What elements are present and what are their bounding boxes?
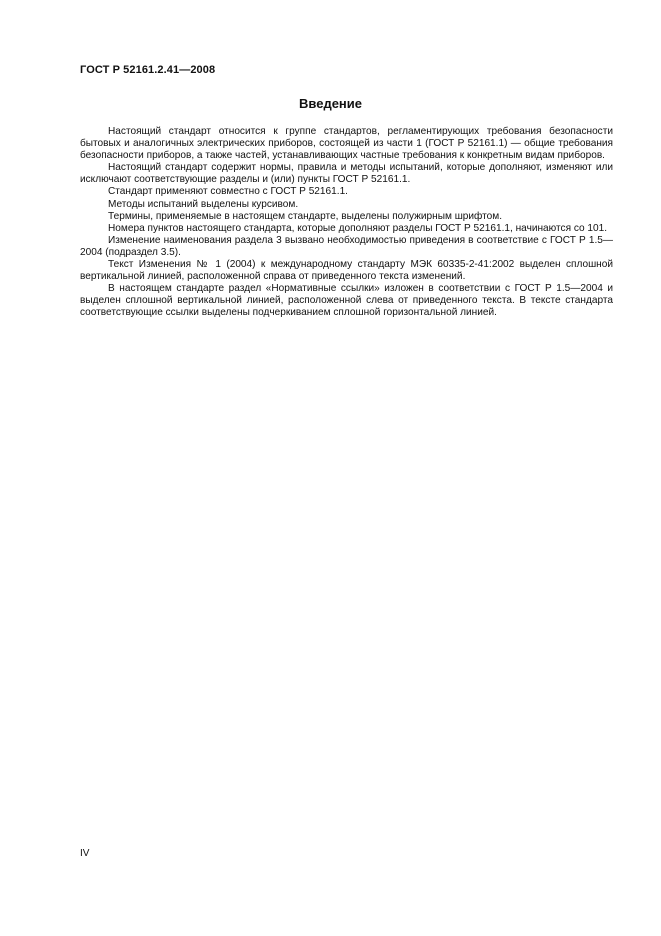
document-body	[80, 126, 613, 320]
document-header: ГОСТ Р 52161.2.41—2008	[80, 64, 216, 76]
paragraph: Термины, применяемые в настоящем стандарте, выделены полужирным шрифтом.	[108, 210, 502, 222]
page-number: IV	[80, 848, 90, 859]
paragraph: Текст Изменения № 1 (2004) к международному стандарту МЭК 60335-2-41:2002 выделен сплошной вертикальной линией, расположенной справа от приведенного текста изменений.	[80, 259, 613, 283]
paragraph: В настоящем стандарте раздел «Нормативные ссылки» изложен в соответствии с ГОСТ Р 1.5—2004 и выделен сплошной вертикальной линией, расположенной слева от приведенного текста. В тексте стандарта соответствующие ссылки выделены подчеркиванием сплошной горизонтальной линией.	[80, 283, 613, 319]
paragraph: Номера пунктов настоящего стандарта, которые дополняют разделы ГОСТ Р 52161.1, начинаются со 101.	[108, 222, 608, 234]
paragraph: Настоящий стандарт относится к группе стандартов, регламентирующих требования безопасности бытовых и аналогичных электрических приборов, состоящей из части 1 (ГОСТ Р 52161.1) — общие требования безопасности приборов, а также частей, устанавливающих частные требования к конкретным видам приборов.	[80, 126, 613, 162]
section-title: Введение	[299, 96, 362, 111]
paragraph: Методы испытаний выделены курсивом.	[108, 198, 299, 210]
paragraph: Изменение наименования раздела 3 вызвано необходимостью приведения в соответствие с ГОСТ Р 1.5—2004 (подраздел 3.5).	[80, 234, 613, 258]
paragraph: Настоящий стандарт содержит нормы, правила и методы испытаний, которые дополняют, изменяют или исключают соответствующие разделы и (или) пункты ГОСТ Р 52161.1.	[80, 162, 613, 186]
paragraph: Стандарт применяют совместно с ГОСТ Р 52161.1.	[108, 186, 348, 198]
